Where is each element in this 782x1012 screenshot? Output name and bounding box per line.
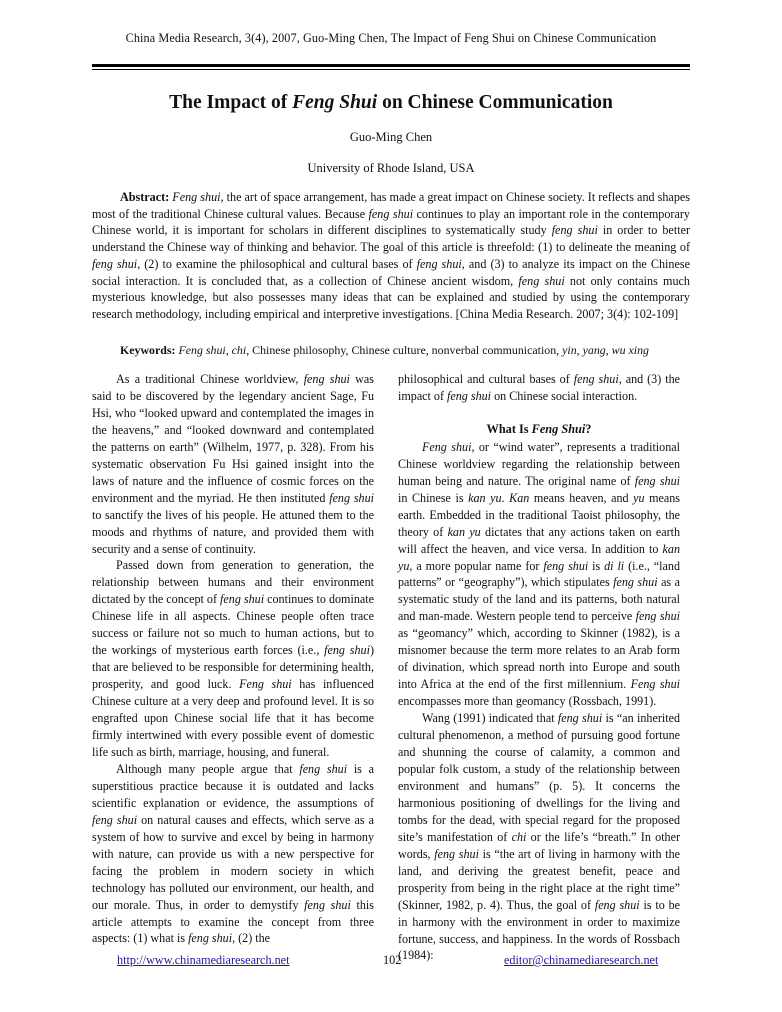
body-paragraph: Although many people argue that feng shui is a superstitious practice because it is outdated and lacks scientific explanation or evidence, the assumptions of feng shui on natural causes and effects, which serve as a system of how to survive and excel by being in harmony with nature, can provide us with a new perspective for facing the problem in modern society in which technology has polluted our environment, our health, and our morale. Thus, in order to demystify feng shui this article attempts to examine the concept from three aspects: (1) what is feng shui, (2) the xyxy=(92,761,374,946)
body-paragraph: Feng shui, or “wind water”, represents a traditional Chinese worldview regarding the relationship between human being and nature. The original name of feng shui in Chinese is kan yu. Kan means heaven, and yu means earth. Embedded in the traditional Taoist philosophy, the theory of kan yu dictates that any actions taken on earth will affect the heaven, and vice versa. In addition to kan yu, a more popular name for feng shui is di li (i.e., “land patterns” or “geography”), which stipulates feng shui as a systematic study of the land and its patterns, both natural and man-made. Western people tend to perceive feng shui as “geomancy” which, according to Skinner (1982), is a misnomer because the term more relates to an Arab form of divination, which spread north into Europe and south into Africa at the end of the first millennium. Feng shui encompasses more than geomancy (Rossbach, 1991). xyxy=(398,439,681,709)
author-name: Guo-Ming Chen xyxy=(349,130,433,144)
running-head: China Media Research, 3(4), 2007, Guo-Ming Chen, The Impact of Feng Shui on Chinese Communication xyxy=(125,31,657,45)
body-paragraph: Passed down from generation to generation, the relationship between humans and their environment dictated by the concept of feng shui continues to dominate Chinese life in all aspects. Chinese people often trace success or failure not so much to human actions, but to the workings of mysterious earth forces (i.e., feng shui) that are believed to be responsible for determining health, prosperity, and good luck. Feng shui has influenced Chinese culture at a very deep and profound level. It is so engrafted upon Chinese social life that it has become firmly intertwined with every possible event of domestic life such as birth, marriage, housing, and funeral. xyxy=(92,558,374,759)
article-title: The Impact of Feng Shui on Chinese Communication xyxy=(169,92,613,113)
body-column-left xyxy=(92,371,374,947)
body-column-right xyxy=(398,371,680,964)
body-paragraph: philosophical and cultural bases of feng shui, and (3) the impact of feng shui on Chinese social interaction. xyxy=(398,372,680,403)
author-affiliation: University of Rhode Island, USA xyxy=(307,161,475,175)
header-rule-thin xyxy=(92,69,690,70)
footer-email-link[interactable]: editor@chinamediaresearch.net xyxy=(504,953,659,967)
abstract: Abstract: Feng shui, the art of space arrangement, has made a great impact on Chinese society. It reflects and shapes most of the traditional Chinese cultural values. Because feng shui continues to play an important role in the contemporary Chinese world, it is important for scholars in different disciplines to systematically study feng shui in order to better understand the Chinese way of thinking and behavior. The goal of this article is threefold: (1) to delineate the meaning of feng shui, (2) to examine the philosophical and cultural bases of feng shui, and (3) to analyze its impact on the Chinese social interaction. It is concluded that, as a collection of Chinese ancient wisdom, feng shui not only contains much mysterious knowledge, but also possesses many ideas that can be explained and studied by using the contemporary research methodology, including empirical and interpretive investigations. [China Media Research. 2007; 3(4): 102-109] xyxy=(92,190,691,321)
body-paragraph: Wang (1991) indicated that feng shui is “an inherited cultural phenomenon, a method of pursuing good fortune and shunning the course of calamity, a common and popular folk custom, a study of the relationship between environment and humans” (p. 5). It concerns the harmonious positioning of dwellings for the living and tombs for the dead, with special regard for the proposed site’s manifestation of chi or the life’s “breath.” In other words, feng shui is “the art of living in harmony with the land, and deriving the greatest benefit, peace and prosperity from being in the right place at the right time” (Skinner, 1982, p. 4). Thus, the goal of feng shui is to be in harmony with the environment in order to maximize fortune, success, and happiness. In the words of Rossbach (1984): xyxy=(398,711,680,963)
keywords: Keywords: Feng shui, chi, Chinese philosophy, Chinese culture, nonverbal communication, yin, yang, wu xing xyxy=(120,343,649,357)
page-number: 102 xyxy=(383,953,402,967)
section-heading: What Is Feng Shui? xyxy=(486,421,592,436)
header-rule-thick xyxy=(92,64,690,67)
footer-website-link[interactable]: http://www.chinamediaresearch.net xyxy=(117,953,290,967)
body-paragraph: As a traditional Chinese worldview, feng shui was said to be discovered by the legendary ancient Sage, Fu Hsi, who “looked upward and contemplated the images in the heavens,” and “looked downward and contemplated the patterns on earth” (Wilhelm, 1977, p. 328). From his systematic observation Fu Hsi gained insight into the laws of nature and the influence of cosmic forces on the environment and the myriad. He then instituted feng shui to sanctify the lives of his people. He attuned them to the moods and rhythms of nature, and provided them with security and a sense of continuity. xyxy=(92,372,374,556)
